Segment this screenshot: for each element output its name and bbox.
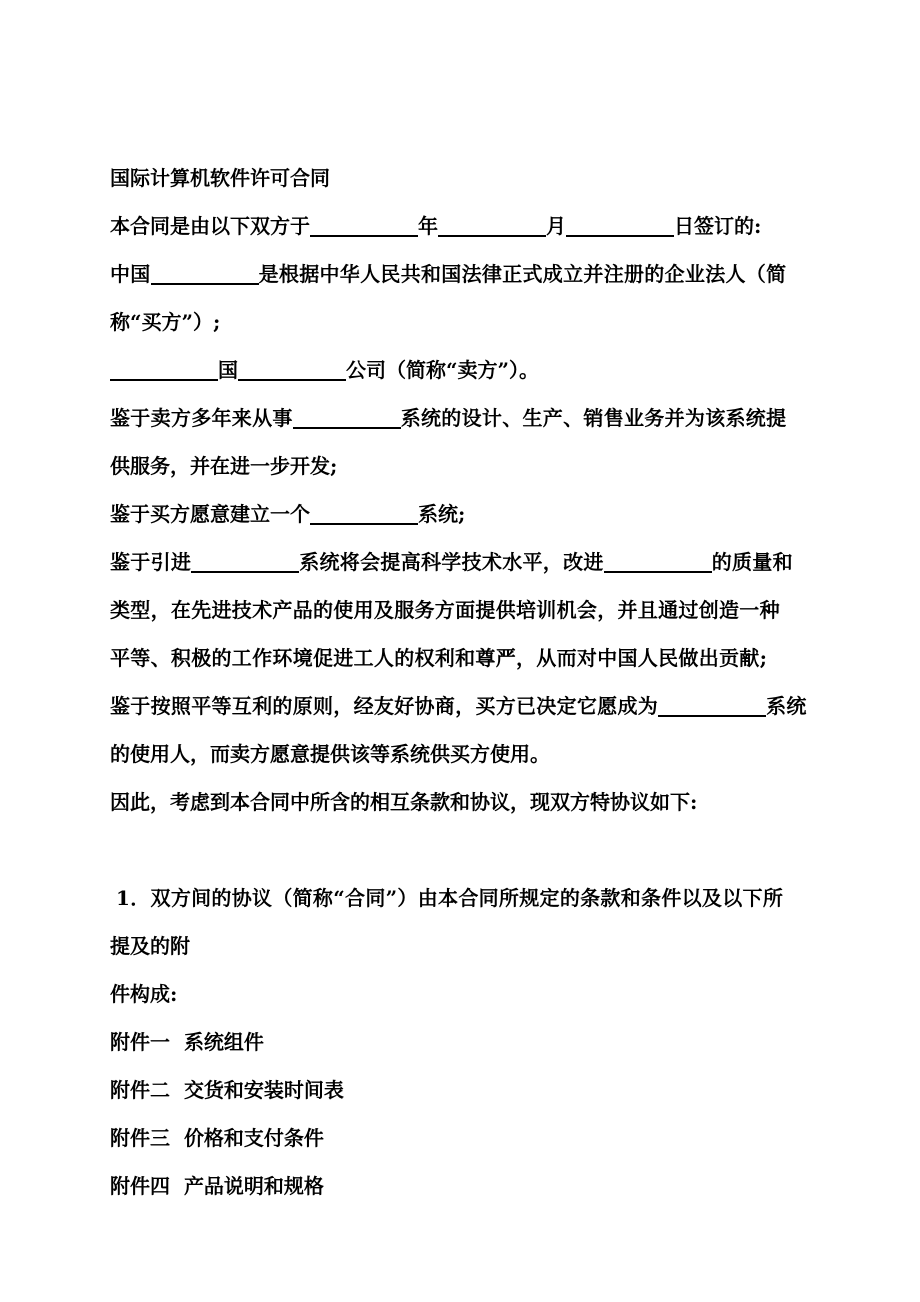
- whereas-1-cont: 供服务，并在进一步开发;: [110, 454, 338, 478]
- appendix-3: [110, 1114, 835, 1162]
- whereas-3: [110, 538, 835, 586]
- year-blank: [310, 213, 418, 237]
- whereas-2-blank: [310, 501, 418, 525]
- whereas-1: [110, 394, 835, 442]
- whereas-3-blank-1: [191, 549, 299, 573]
- month-label: 月: [546, 214, 566, 238]
- appendix-label: 附件三: [110, 1126, 170, 1150]
- whereas-3-text-2: 系统将会提高科学技术水平，改进: [299, 550, 604, 574]
- seller-company-label: 公司（简称“卖方”）。: [346, 358, 540, 382]
- appendix-label: 附件四: [110, 1174, 170, 1198]
- buyer-country: 中国: [110, 262, 151, 286]
- whereas-4-text-2: 系统: [766, 694, 807, 718]
- whereas-4-blank: [658, 693, 766, 717]
- whereas-3-blank-2: [604, 549, 712, 573]
- seller-country-blank: [110, 357, 218, 381]
- document-title: 国际计算机软件许可合同: [110, 166, 330, 190]
- whereas-4: [110, 682, 835, 730]
- whereas-3-cont-1: 类型，在先进技术产品的使用及服务方面提供培训机会，并且通过创造一种: [110, 598, 780, 622]
- appendix-text: 交货和安装时间表: [183, 1078, 344, 1102]
- signing-date-text: 本合同是由以下双方于: [110, 214, 310, 238]
- seller-country-label: 国: [218, 358, 238, 382]
- buyer-line-cont: 称“买方”）;: [110, 310, 221, 334]
- whereas-2-text-2: 系统;: [418, 502, 466, 526]
- whereas-4-cont: 的使用人，而卖方愿意提供该等系统供买方使用。: [110, 742, 550, 766]
- document-body: [110, 154, 835, 1210]
- seller-company-blank: [238, 357, 346, 381]
- whereas-1-text: 鉴于卖方多年来从事: [110, 406, 293, 430]
- seller-line: [110, 346, 835, 394]
- clause-1: 1．双方间的协议（简称“合同”）由本合同所规定的条款和条件以及以下所: [116, 886, 784, 910]
- appendix-label: 附件一: [110, 1030, 170, 1054]
- clause-1-cont-2: 件构成:: [110, 982, 178, 1006]
- therefore-line: 因此，考虑到本合同中所含的相互条款和协议，现双方特协议如下:: [110, 790, 698, 814]
- whereas-3-text: 鉴于引进: [110, 550, 192, 574]
- appendix-text: 产品说明和规格: [183, 1174, 324, 1198]
- day-label: 日签订的:: [674, 214, 762, 238]
- year-label: 年: [418, 214, 438, 238]
- buyer-line: [110, 250, 835, 298]
- whereas-2-text: 鉴于买方愿意建立一个: [110, 502, 310, 526]
- paragraph-gap: [110, 826, 835, 874]
- appendix-4: [110, 1162, 835, 1210]
- appendix-2: [110, 1066, 835, 1114]
- whereas-3-cont-2: 平等、积极的工作环境促进工人的权利和尊严，从而对中国人民做出贡献;: [110, 646, 768, 670]
- whereas-2: [110, 490, 835, 538]
- day-blank: [566, 213, 674, 237]
- buyer-name-blank: [151, 261, 259, 285]
- month-blank: [438, 213, 546, 237]
- whereas-4-text: 鉴于按照平等互利的原则，经友好协商，买方已决定它愿成为: [110, 694, 659, 718]
- appendix-text: 价格和支付条件: [183, 1126, 324, 1150]
- buyer-description: 是根据中华人民共和国法律正式成立并注册的企业法人（简: [258, 262, 787, 286]
- appendix-label: 附件二: [110, 1078, 170, 1102]
- whereas-1-text-2: 系统的设计、生产、销售业务并为该系统提: [400, 406, 787, 430]
- whereas-3-text-3: 的质量和: [711, 550, 793, 574]
- clause-1-cont: 提及的附: [110, 934, 190, 958]
- signing-date-line: [110, 202, 835, 250]
- appendix-text: 系统组件: [183, 1030, 264, 1054]
- appendix-1: [110, 1018, 835, 1066]
- whereas-1-blank: [293, 405, 401, 429]
